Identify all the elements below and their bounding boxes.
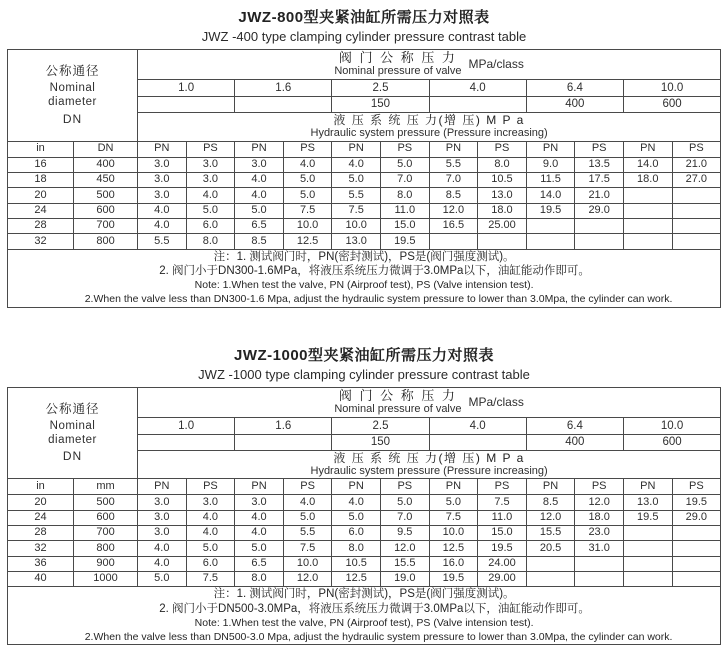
pressure-value: 5.5 <box>138 234 187 249</box>
size-dn-value: 450 <box>74 173 138 188</box>
hydraulic-cn: 液 压 系 统 压 力(增 压) M P a <box>333 450 525 465</box>
pressure-value: 3.0 <box>138 188 187 203</box>
hydraulic-en: Hydraulic system pressure (Pressure increasing) <box>310 127 548 139</box>
pressure-value: 21.0 <box>575 188 624 203</box>
pressure-value: 14.0 <box>623 157 672 172</box>
nominal-diameter-en1: Nominal <box>49 419 96 432</box>
pressure-value: 10.5 <box>478 173 527 188</box>
pressure-value: 4.0 <box>283 157 332 172</box>
table-row <box>8 541 721 556</box>
nominal-diameter-code: DN <box>62 111 83 126</box>
valve-pressure-header-row <box>8 387 721 417</box>
size-in-value: 18 <box>8 173 74 188</box>
pressure-value: 19.0 <box>380 571 429 586</box>
size-dn-value: 700 <box>74 526 138 541</box>
pressure-value: 5.0 <box>186 203 235 218</box>
pressure-value: 7.0 <box>380 173 429 188</box>
size-in-value: 24 <box>8 510 74 525</box>
col-header-mm: mm <box>74 479 138 495</box>
pressure-value <box>575 234 624 249</box>
pressure-value: 10.5 <box>332 556 381 571</box>
pressure-value: 4.0 <box>186 510 235 525</box>
valve-pressure-unit: MPa/class <box>468 394 524 409</box>
pressure-value: 5.0 <box>283 188 332 203</box>
pressure-value: 3.0 <box>235 495 284 510</box>
pressure-value: 11.0 <box>380 203 429 218</box>
table-row <box>8 218 721 233</box>
size-dn-value: 800 <box>74 541 138 556</box>
size-dn-value: 600 <box>74 203 138 218</box>
size-in-value: 32 <box>8 541 74 556</box>
valve-pressure-cn: 阀 门 公 称 压 力 <box>338 50 457 65</box>
class-code <box>429 97 526 113</box>
pressure-value: 7.5 <box>332 203 381 218</box>
pressure-value: 4.0 <box>138 556 187 571</box>
size-in-value: 20 <box>8 188 74 203</box>
pressure-value <box>575 556 624 571</box>
pressure-value: 19.5 <box>380 234 429 249</box>
pressure-value <box>672 188 721 203</box>
size-dn-value: 800 <box>74 234 138 249</box>
class-code <box>138 434 235 450</box>
pressure-value: 14.0 <box>526 188 575 203</box>
pressure-value: 6.0 <box>186 218 235 233</box>
pressure-value: 12.0 <box>380 541 429 556</box>
table-row <box>8 188 721 203</box>
pressure-value: 4.0 <box>235 526 284 541</box>
class-code: 150 <box>332 97 429 113</box>
class-value: 6.4 <box>526 417 623 434</box>
col-header-in: in <box>8 141 74 157</box>
pressure-value: 8.0 <box>186 234 235 249</box>
pressure-value: 8.5 <box>235 234 284 249</box>
pressure-value: 4.0 <box>235 188 284 203</box>
pressure-value: 29.00 <box>478 571 527 586</box>
pressure-value: 7.5 <box>478 495 527 510</box>
class-code <box>429 434 526 450</box>
valve-pressure-en: Nominal pressure of valve <box>334 402 462 415</box>
pressure-value <box>623 541 672 556</box>
col-header-pn: PN <box>138 479 187 495</box>
pressure-value: 6.5 <box>235 556 284 571</box>
pressure-value: 15.5 <box>380 556 429 571</box>
class-code: 400 <box>526 97 623 113</box>
pressure-value: 4.0 <box>186 188 235 203</box>
nominal-diameter-cn: 公称通径 <box>45 64 100 79</box>
col-header-pn: PN <box>429 141 478 157</box>
pressure-value: 4.0 <box>138 218 187 233</box>
pressure-value: 11.5 <box>526 173 575 188</box>
pressure-value <box>623 556 672 571</box>
size-dn-value: 500 <box>74 188 138 203</box>
notes-row <box>8 587 721 645</box>
pressure-value: 15.0 <box>478 526 527 541</box>
col-header-pn: PN <box>429 479 478 495</box>
pressure-value: 27.0 <box>672 173 721 188</box>
class-value: 4.0 <box>429 417 526 434</box>
note-en-2: 2.When the valve less than DN500-3.0 Mpa, adjust the hydraulic system pressure to lower than 3.0Mpa, the cylinder can work. <box>84 630 673 643</box>
pressure-value <box>623 203 672 218</box>
pressure-value: 3.0 <box>138 495 187 510</box>
pressure-value: 4.0 <box>235 510 284 525</box>
pressure-value: 8.0 <box>478 157 527 172</box>
class-code: 150 <box>332 434 429 450</box>
pressure-value <box>478 234 527 249</box>
size-dn-value: 1000 <box>74 571 138 586</box>
pressure-value: 3.0 <box>235 157 284 172</box>
pressure-value <box>526 571 575 586</box>
column-header-row <box>8 479 721 495</box>
hydraulic-header <box>138 113 721 142</box>
pressure-value: 18.0 <box>623 173 672 188</box>
pressure-value <box>672 203 721 218</box>
pressure-value: 25.00 <box>478 218 527 233</box>
note-en-2: 2.When the valve less than DN300-1.6 Mpa, adjust the hydraulic system pressure to lower than 3.0Mpa, the cylinder can work. <box>84 293 673 306</box>
class-value: 10.0 <box>623 417 720 434</box>
class-code: 600 <box>623 97 720 113</box>
size-in-value: 20 <box>8 495 74 510</box>
col-header-pn: PN <box>526 141 575 157</box>
pressure-value: 8.0 <box>380 188 429 203</box>
note-en-1: Note: 1.When test the valve, PN (Airproof test), PS (Valve intension test). <box>194 617 534 630</box>
valve-pressure-unit: MPa/class <box>468 57 524 71</box>
notes-row <box>8 249 721 307</box>
table-row <box>8 556 721 571</box>
col-header-pn: PN <box>623 141 672 157</box>
pressure-value: 13.5 <box>575 157 624 172</box>
class-code <box>235 97 332 113</box>
col-header-pn: PN <box>235 479 284 495</box>
class-value: 1.0 <box>138 80 235 97</box>
col-header-pn: PN <box>332 141 381 157</box>
col-header-ps: PS <box>575 141 624 157</box>
pressure-value: 9.5 <box>380 526 429 541</box>
nominal-diameter-header <box>8 50 138 142</box>
nominal-diameter-en1: Nominal <box>49 81 96 94</box>
pressure-value: 5.0 <box>186 541 235 556</box>
class-value: 6.4 <box>526 80 623 97</box>
pressure-value: 4.0 <box>332 157 381 172</box>
pressure-value <box>672 571 721 586</box>
pressure-value: 5.0 <box>332 173 381 188</box>
col-header-pn: PN <box>138 141 187 157</box>
pressure-value: 10.0 <box>429 526 478 541</box>
pressure-value: 12.5 <box>429 541 478 556</box>
pressure-value: 12.0 <box>575 495 624 510</box>
valve-pressure-header <box>138 50 721 80</box>
pressure-value: 19.5 <box>526 203 575 218</box>
pressure-value: 4.0 <box>332 495 381 510</box>
size-in-value: 32 <box>8 234 74 249</box>
pressure-value: 5.0 <box>283 510 332 525</box>
pressure-value: 19.5 <box>623 510 672 525</box>
nominal-diameter-en2: diameter <box>48 433 97 446</box>
pressure-value: 8.5 <box>429 188 478 203</box>
size-dn-value: 400 <box>74 157 138 172</box>
pressure-value <box>623 571 672 586</box>
pressure-value <box>575 218 624 233</box>
col-header-ps: PS <box>478 479 527 495</box>
table-row <box>8 203 721 218</box>
hydraulic-en: Hydraulic system pressure (Pressure increasing) <box>310 464 548 477</box>
col-header-pn: PN <box>526 479 575 495</box>
pressure-value <box>526 234 575 249</box>
note-cn-1: 注：1. 测试阀门时，PN(密封测试)，PS是(阀门强度测试)。 <box>213 588 515 601</box>
col-header-ps: PS <box>380 141 429 157</box>
pressure-value: 5.0 <box>283 173 332 188</box>
pressure-value: 5.0 <box>138 571 187 586</box>
table2-title-en: JWZ -1000 type clamping cylinder pressure contrast table <box>198 366 530 382</box>
col-header-ps: PS <box>575 479 624 495</box>
nominal-diameter-code: DN <box>62 449 83 464</box>
pressure-value: 3.0 <box>186 495 235 510</box>
table-row <box>8 495 721 510</box>
size-dn-value: 500 <box>74 495 138 510</box>
class-code: 400 <box>526 434 623 450</box>
pressure-value: 19.5 <box>672 495 721 510</box>
pressure-value: 7.5 <box>283 541 332 556</box>
note-cn-2: 2. 阀门小于DN300-1.6MPa，将液压系统压力微调于3.0MPa以下，油缸能动作即可。 <box>159 265 590 278</box>
table-row <box>8 157 721 172</box>
pressure-value: 3.0 <box>138 526 187 541</box>
table-row <box>8 510 721 525</box>
table-row <box>8 173 721 188</box>
pressure-value <box>623 234 672 249</box>
valve-pressure-cn: 阀 门 公 称 压 力 <box>338 387 457 403</box>
pressure-value: 3.0 <box>186 157 235 172</box>
size-dn-value: 600 <box>74 510 138 525</box>
pressure-value: 7.0 <box>380 510 429 525</box>
valve-pressure-en: Nominal pressure of valve <box>334 65 462 78</box>
pressure-value: 16.0 <box>429 556 478 571</box>
table-row <box>8 234 721 249</box>
pressure-value: 16.5 <box>429 218 478 233</box>
class-value: 1.6 <box>235 417 332 434</box>
pressure-value: 3.0 <box>138 173 187 188</box>
pressure-value: 31.0 <box>575 541 624 556</box>
col-header-ps: PS <box>283 479 332 495</box>
valve-pressure-header <box>138 387 721 417</box>
pressure-value: 12.0 <box>429 203 478 218</box>
pressure-table-jwz800 <box>7 49 721 308</box>
pressure-value: 29.0 <box>575 203 624 218</box>
notes <box>8 249 721 307</box>
col-header-ps: PS <box>283 141 332 157</box>
pressure-value: 5.5 <box>332 188 381 203</box>
pressure-value: 13.0 <box>623 495 672 510</box>
size-in-value: 40 <box>8 571 74 586</box>
pressure-value: 3.0 <box>138 157 187 172</box>
note-cn-2: 2. 阀门小于DN500-3.0MPa，将液压系统压力微调于3.0MPa以下，油缸能动作即可。 <box>159 603 590 616</box>
pressure-value: 19.5 <box>429 571 478 586</box>
class-code: 600 <box>623 434 720 450</box>
pressure-value: 5.5 <box>429 157 478 172</box>
class-value: 2.5 <box>332 80 429 97</box>
table1-title-en: JWZ -400 type clamping cylinder pressure contrast table <box>201 29 527 44</box>
pressure-value: 12.5 <box>332 571 381 586</box>
table1-title-cn: JWZ-800型夹紧油缸所需压力对照表 <box>238 9 490 26</box>
pressure-value <box>672 556 721 571</box>
class-code <box>138 97 235 113</box>
hydraulic-header <box>138 450 721 479</box>
pressure-value: 13.0 <box>332 234 381 249</box>
pressure-value: 6.5 <box>235 218 284 233</box>
pressure-value: 12.0 <box>283 571 332 586</box>
pressure-value: 4.0 <box>186 526 235 541</box>
pressure-value <box>672 218 721 233</box>
nominal-diameter-en2: diameter <box>48 96 97 109</box>
col-header-ps: PS <box>186 141 235 157</box>
size-in-value: 16 <box>8 157 74 172</box>
pressure-value: 7.5 <box>186 571 235 586</box>
col-header-ps: PS <box>672 479 721 495</box>
col-header-in: in <box>8 479 74 495</box>
col-header-ps: PS <box>380 479 429 495</box>
pressure-value: 19.5 <box>478 541 527 556</box>
section-gap <box>7 308 721 342</box>
pressure-value: 10.0 <box>283 218 332 233</box>
pressure-value <box>672 526 721 541</box>
size-dn-value: 900 <box>74 556 138 571</box>
pressure-value: 5.0 <box>429 495 478 510</box>
pressure-value: 3.0 <box>186 173 235 188</box>
pressure-value: 15.0 <box>380 218 429 233</box>
hydraulic-cn: 液 压 系 统 压 力(增 压) M P a <box>333 113 525 127</box>
pressure-value: 20.5 <box>526 541 575 556</box>
pressure-value: 5.0 <box>380 157 429 172</box>
pressure-value <box>623 218 672 233</box>
pressure-value: 9.0 <box>526 157 575 172</box>
nominal-diameter-cn: 公称通径 <box>45 401 100 416</box>
pressure-value: 12.0 <box>526 510 575 525</box>
pressure-value <box>672 234 721 249</box>
pressure-value: 17.5 <box>575 173 624 188</box>
size-in-value: 36 <box>8 556 74 571</box>
class-value: 4.0 <box>429 80 526 97</box>
pressure-value: 4.0 <box>138 541 187 556</box>
class-value: 1.6 <box>235 80 332 97</box>
pressure-value: 7.5 <box>429 510 478 525</box>
pressure-value: 23.0 <box>575 526 624 541</box>
size-in-value: 28 <box>8 526 74 541</box>
size-in-value: 28 <box>8 218 74 233</box>
class-value: 2.5 <box>332 417 429 434</box>
col-header-pn: PN <box>235 141 284 157</box>
size-dn-value: 700 <box>74 218 138 233</box>
pressure-value: 13.0 <box>478 188 527 203</box>
pressure-value: 8.0 <box>332 541 381 556</box>
pressure-table-jwz1000 <box>7 387 721 645</box>
col-header-ps: PS <box>186 479 235 495</box>
size-in-value: 24 <box>8 203 74 218</box>
pressure-value: 5.0 <box>332 510 381 525</box>
col-header-ps: PS <box>672 141 721 157</box>
pressure-value: 11.0 <box>478 510 527 525</box>
pressure-value: 21.0 <box>672 157 721 172</box>
pressure-value: 7.5 <box>283 203 332 218</box>
pressure-value <box>623 188 672 203</box>
pressure-value: 5.0 <box>235 541 284 556</box>
pressure-value: 5.0 <box>380 495 429 510</box>
pressure-value: 15.5 <box>526 526 575 541</box>
pressure-value: 10.0 <box>332 218 381 233</box>
pressure-value: 8.5 <box>526 495 575 510</box>
note-en-1: Note: 1.When test the valve, PN (Airproof test), PS (Valve intension test). <box>194 279 534 292</box>
pressure-value: 4.0 <box>283 495 332 510</box>
pressure-value: 6.0 <box>332 526 381 541</box>
pressure-value: 4.0 <box>138 203 187 218</box>
col-header-ps: PS <box>478 141 527 157</box>
pressure-value: 6.0 <box>186 556 235 571</box>
pressure-value <box>623 526 672 541</box>
pressure-value: 10.0 <box>283 556 332 571</box>
class-code <box>235 434 332 450</box>
pressure-value <box>526 556 575 571</box>
table-row <box>8 526 721 541</box>
pressure-value: 7.0 <box>429 173 478 188</box>
pressure-value <box>429 234 478 249</box>
pressure-value: 8.0 <box>235 571 284 586</box>
class-value: 1.0 <box>138 417 235 434</box>
col-header-dn: DN <box>74 141 138 157</box>
pressure-value: 12.5 <box>283 234 332 249</box>
pressure-value <box>672 541 721 556</box>
notes <box>8 587 721 645</box>
pressure-value <box>526 218 575 233</box>
column-header-row <box>8 141 721 157</box>
pressure-value: 4.0 <box>235 173 284 188</box>
pressure-value: 18.0 <box>478 203 527 218</box>
nominal-diameter-header <box>8 387 138 479</box>
table2-title-cn: JWZ-1000型夹紧油缸所需压力对照表 <box>233 346 495 364</box>
table-row <box>8 571 721 586</box>
pressure-value: 5.5 <box>283 526 332 541</box>
valve-pressure-header-row <box>8 50 721 80</box>
pressure-value: 18.0 <box>575 510 624 525</box>
class-value: 10.0 <box>623 80 720 97</box>
pressure-value: 3.0 <box>138 510 187 525</box>
col-header-pn: PN <box>623 479 672 495</box>
pressure-value <box>575 571 624 586</box>
col-header-pn: PN <box>332 479 381 495</box>
pressure-value: 24.00 <box>478 556 527 571</box>
note-cn-1: 注：1. 测试阀门时，PN(密封测试)，PS是(阀门强度测试)。 <box>213 250 515 263</box>
pressure-value: 5.0 <box>235 203 284 218</box>
pressure-value: 29.0 <box>672 510 721 525</box>
